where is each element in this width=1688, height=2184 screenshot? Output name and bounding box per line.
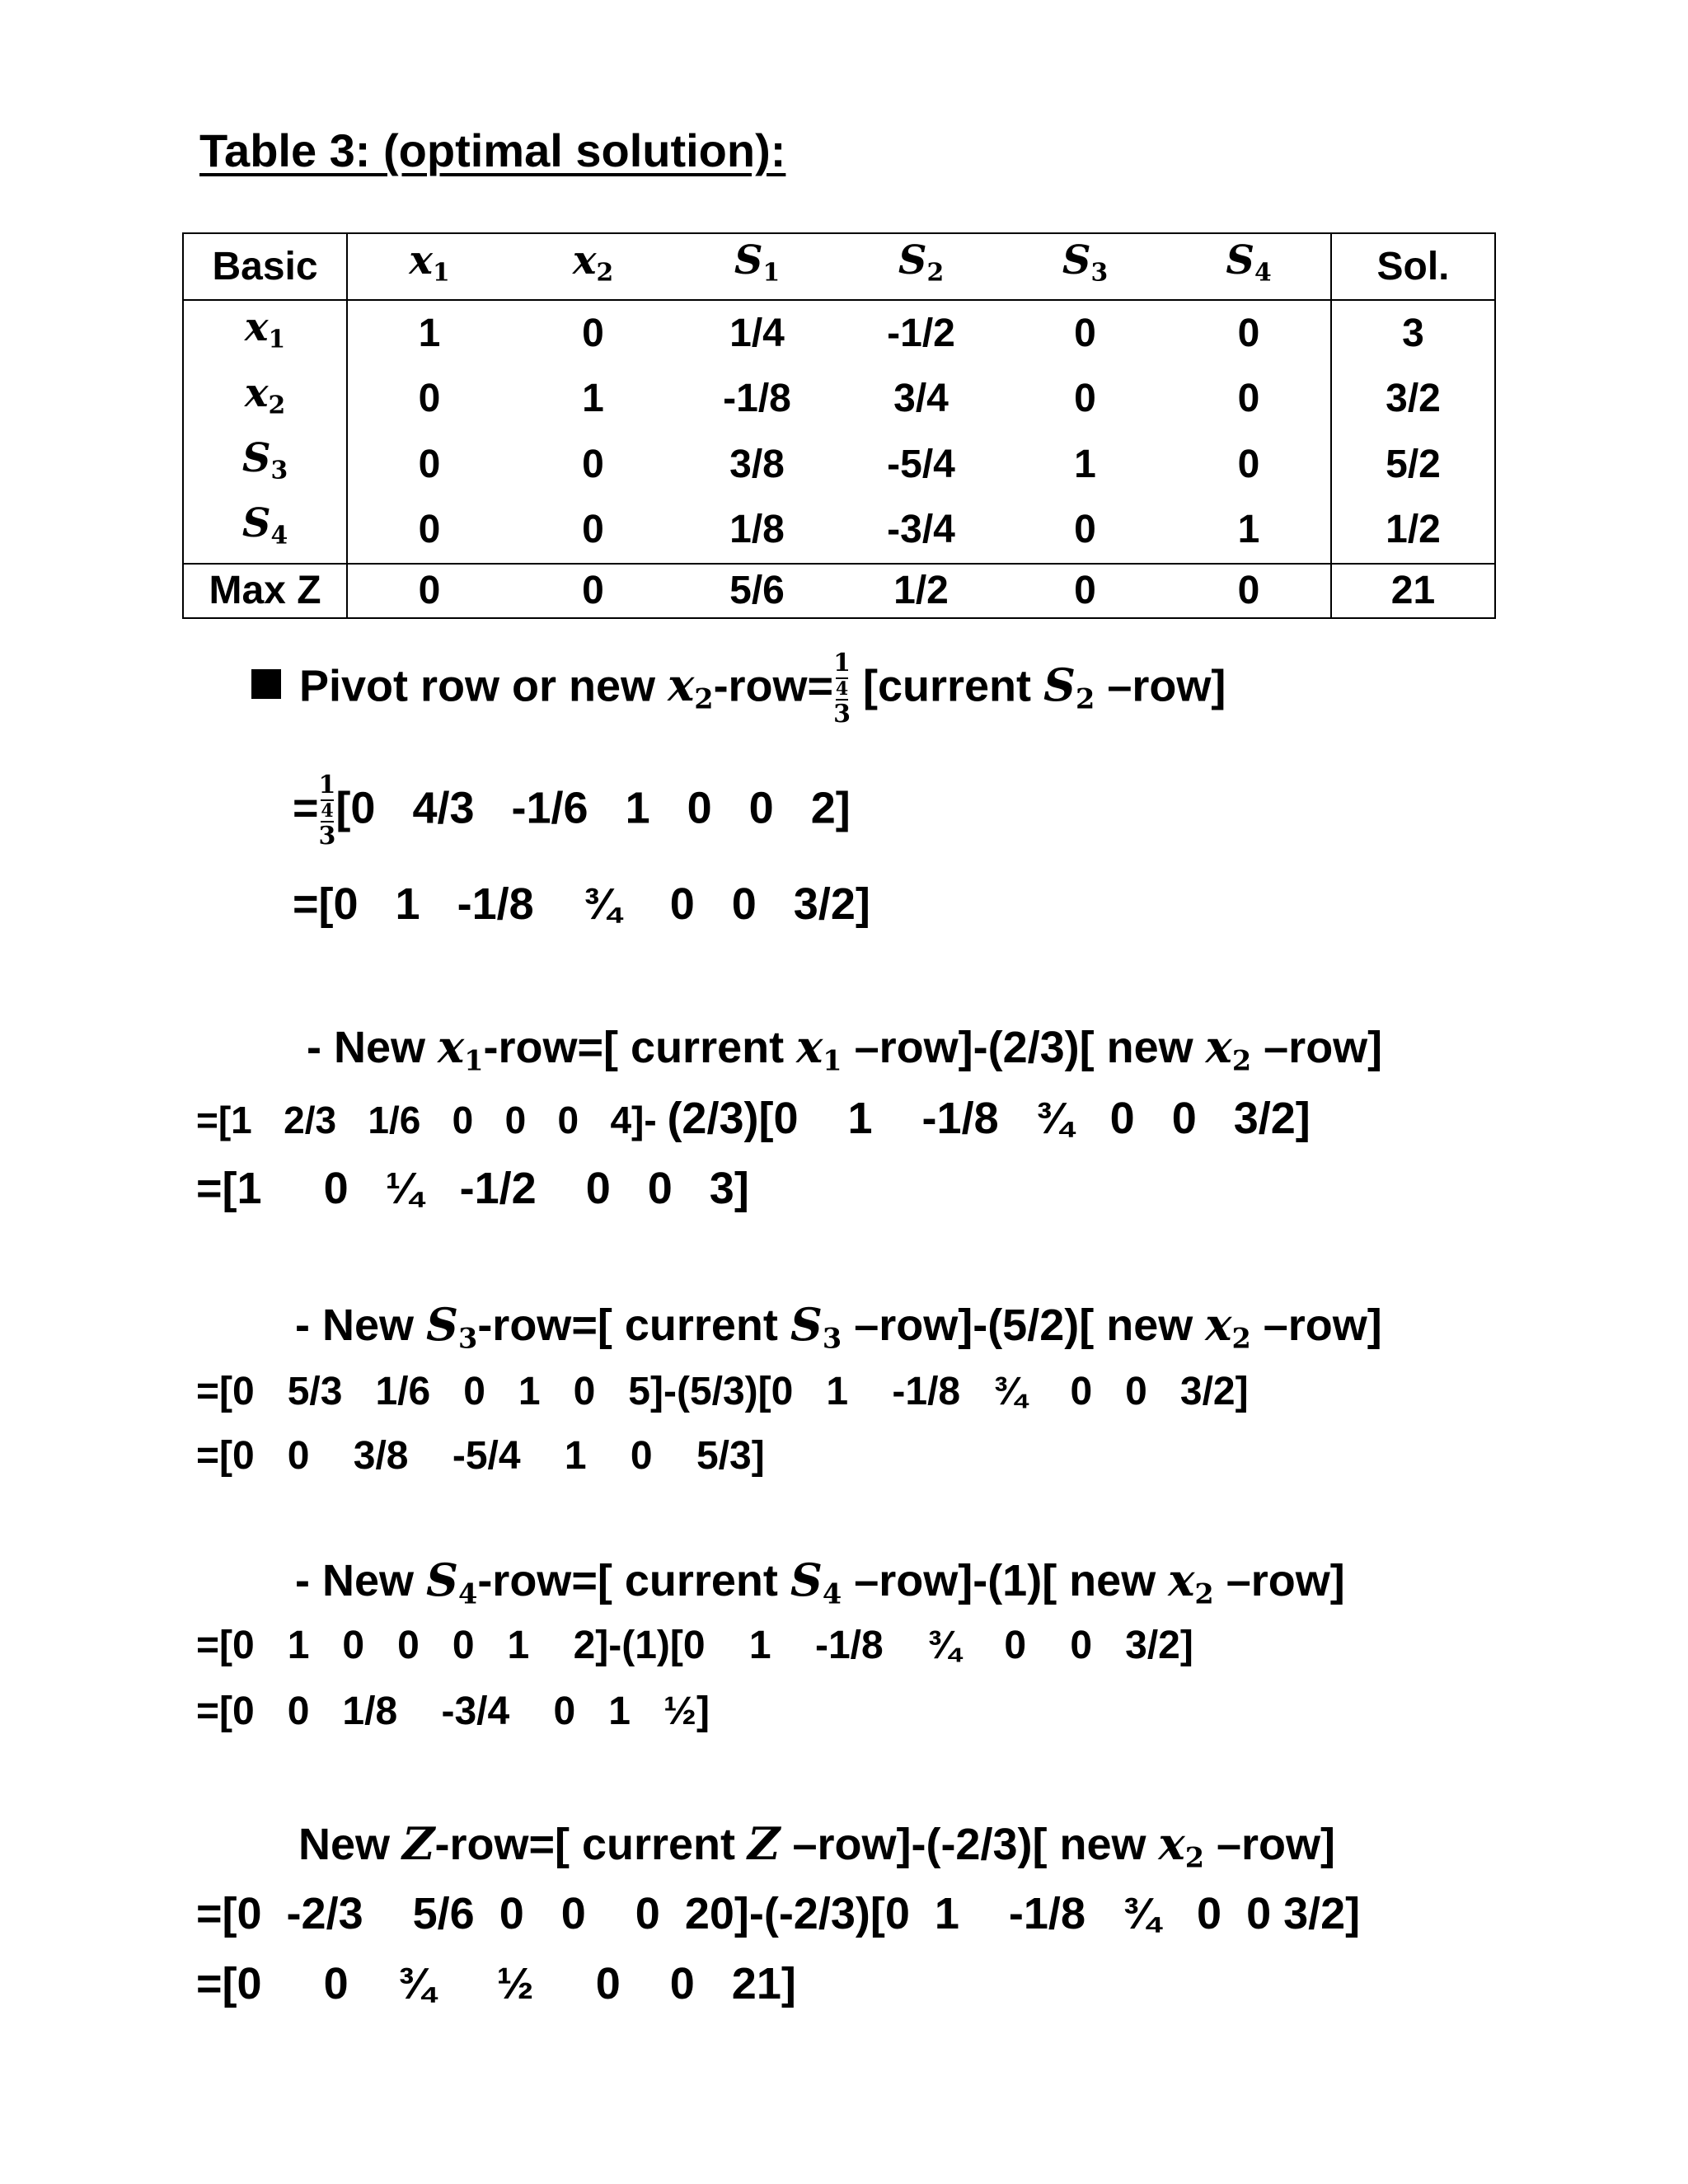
header-x2: $x_2$ xyxy=(511,233,675,300)
x1-update-line-2: =[1 0 ¼ -1/2 0 0 3] xyxy=(196,1164,749,1213)
cell: 1 xyxy=(1167,497,1331,563)
cell: 0 xyxy=(347,432,511,497)
sol-cell: 1/2 xyxy=(1331,497,1495,563)
cell: 1 xyxy=(582,377,604,421)
table-row xyxy=(183,432,1495,497)
cell: 0 xyxy=(582,442,604,486)
cell: 1 xyxy=(347,300,511,366)
sol-cell: 5/2 xyxy=(1331,432,1495,497)
header-sol: Sol. xyxy=(1331,233,1495,300)
table-row xyxy=(183,367,1495,432)
pivot-step-2: =[0 1 -1/8 ¾ 0 0 3/2] xyxy=(293,879,870,929)
basic-var-s3: $S_3$ xyxy=(241,434,288,485)
cell: 0 xyxy=(1003,497,1167,563)
header-x1: $x_1$ xyxy=(347,233,511,300)
cell: -1/2 xyxy=(887,311,955,355)
cell: 0 xyxy=(347,367,511,432)
cell: 0 xyxy=(582,568,604,612)
pivot-fraction-2: 1 4 3 xyxy=(318,771,336,851)
header-s1: $S_1$ xyxy=(675,233,839,300)
header-s2: $S_2$ xyxy=(839,233,1003,300)
header-s4: $S_4$ xyxy=(1167,233,1331,300)
cell: 5/6 xyxy=(729,568,785,612)
basic-var-s4: $S_4$ xyxy=(183,497,347,563)
page-heading: Table 3: (optimal solution): xyxy=(199,124,786,176)
cell: 0 xyxy=(1237,568,1260,612)
pivot-step-1: = 1 4 3 [0 4/3 -1/6 1 0 0 2] xyxy=(293,771,851,851)
header-basic: Basic xyxy=(183,233,347,300)
table-z-row xyxy=(183,564,1495,618)
table-row xyxy=(183,497,1495,563)
cell: 0 xyxy=(511,497,675,563)
cell: -3/4 xyxy=(839,497,1003,563)
x1-update-line-1: =[1 2/3 1/6 0 0 0 4]- (2/3)[0 1 -1/8 ¾ 0 0 3/2] xyxy=(196,1094,1311,1143)
s4-update-title: - New $S_4-row=$[ current $S_4$ –row]-(1)[ new $x_2$ –row] xyxy=(295,1554,1345,1610)
basic-var-x1: $x_1$ xyxy=(244,304,286,354)
cell: 0 xyxy=(347,564,511,618)
basic-var-x2: $x_2$ xyxy=(244,369,286,419)
simplex-table xyxy=(182,232,1496,619)
cell: 0 xyxy=(1074,377,1096,421)
pivot-fraction: 1 4 3 xyxy=(833,649,851,729)
cell: 0 xyxy=(1237,377,1260,421)
cell: 3/8 xyxy=(729,442,785,486)
cell: -5/4 xyxy=(887,442,955,486)
table-row xyxy=(183,300,1495,366)
cell: 0 xyxy=(1074,568,1096,612)
sol-cell: 3/2 xyxy=(1331,367,1495,432)
s3-update-title: - New $S_3-row=$[ current $S_3$ –row]-(5/2)[ new $x_2$ –row] xyxy=(295,1298,1382,1355)
s4-update-line-2: =[0 0 1/8 -3/4 0 1 ½] xyxy=(196,1690,710,1733)
cell: 0 xyxy=(1237,311,1260,355)
cell: 0 xyxy=(1074,311,1096,355)
x1-update-title: - New $x_1-row=$[ current $x_1$ –row]-(2/3)[ new $x_2$ –row] xyxy=(307,1020,1383,1077)
header-s3: $S_3$ xyxy=(1003,233,1167,300)
cell: 1 xyxy=(1074,442,1096,486)
cell: 1/2 xyxy=(893,568,949,612)
cell: 0 xyxy=(582,311,604,355)
s3-update-line-2: =[0 0 3/8 -5/4 1 0 5/3] xyxy=(196,1434,765,1478)
cell: 0 xyxy=(347,497,511,563)
pivot-row-title: Pivot row or new $x_2-row=$ 1 4 3 [current $S_2$ –row] xyxy=(251,651,1226,727)
cell: 3/4 xyxy=(893,377,949,421)
s3-update-line-1: =[0 5/3 1/6 0 1 0 5]-(5/3)[0 1 -1/8 ¾ 0 0 3/2] xyxy=(196,1370,1249,1413)
z-update-title: New Z-row=[ current Z –row]-(-2/3)[ new $x_2$ –row] xyxy=(298,1817,1336,1874)
cell: 1/8 xyxy=(675,497,839,563)
basic-max-z: Max Z xyxy=(209,568,321,612)
table-header-row xyxy=(183,233,1495,300)
cell: 0 xyxy=(1237,442,1260,486)
cell: -1/8 xyxy=(723,377,791,421)
z-update-line-2: =[0 0 ¾ ½ 0 0 21] xyxy=(196,1959,796,2008)
square-bullet-icon xyxy=(251,669,281,699)
sol-cell: 21 xyxy=(1331,564,1495,618)
z-update-line-1: =[0 -2/3 5/6 0 0 0 20]-(-2/3)[0 1 -1/8 ¾ 0 0 3/2] xyxy=(196,1889,1361,1938)
cell: 1/4 xyxy=(729,311,785,355)
sol-cell: 3 xyxy=(1331,300,1495,366)
s4-update-line-1: =[0 1 0 0 0 1 2]-(1)[0 1 -1/8 ¾ 0 0 3/2] xyxy=(196,1624,1193,1667)
